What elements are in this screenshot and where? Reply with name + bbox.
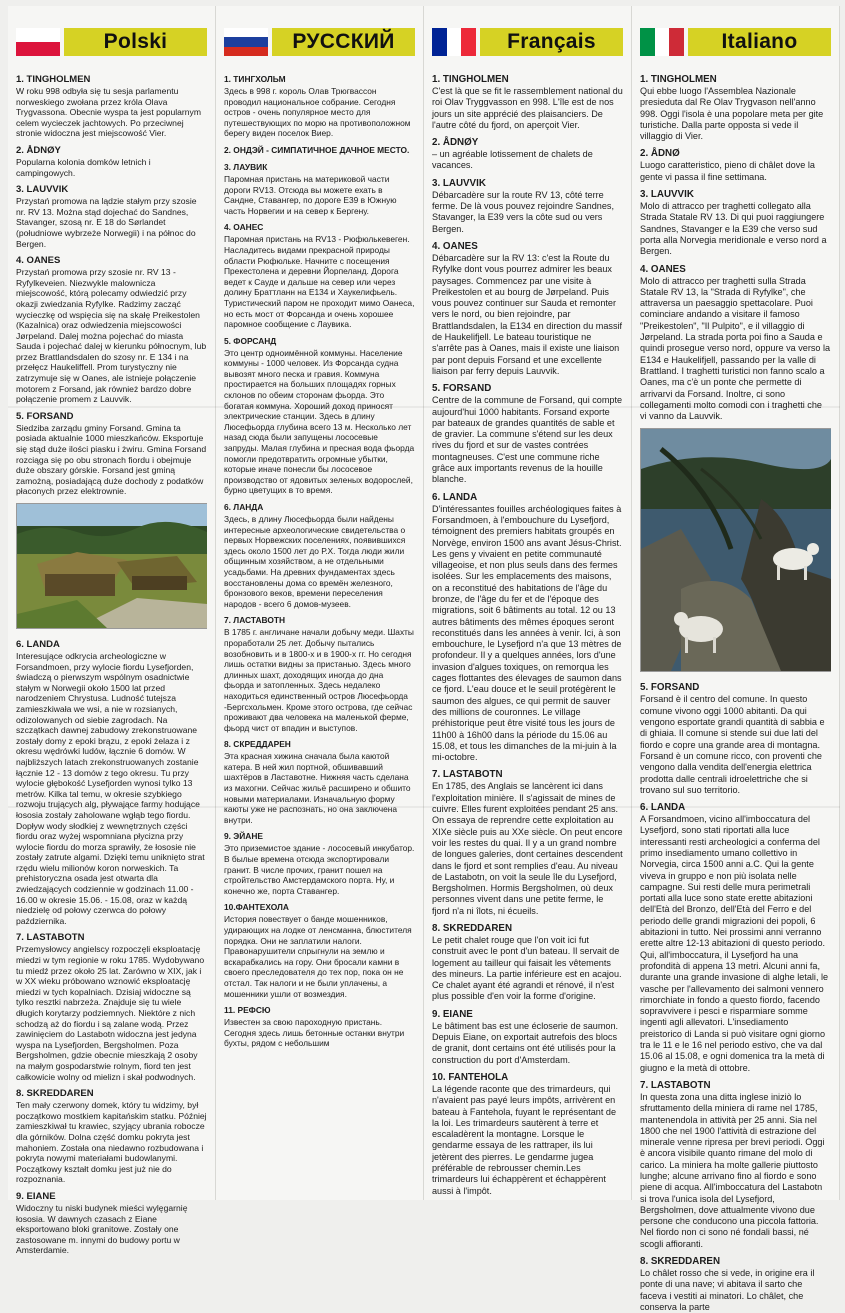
section-title: 2. ÅDNØ: [640, 148, 680, 160]
column-francais: [424, 6, 632, 1200]
section-title: 7. LASTABOTN: [16, 932, 85, 944]
language-title: Français: [480, 28, 623, 56]
section-title: 2. ОНДЭЙ - СИМПАТИЧНОЕ ДАЧНОЕ МЕСТО.: [224, 144, 410, 155]
section-title: 3. ЛАУВИК: [224, 161, 268, 172]
section-title: 5. FORSAND: [16, 410, 74, 422]
section: [640, 74, 831, 142]
section: [16, 932, 207, 1082]
section-title: 7. ЛАСТАВОТН: [224, 615, 286, 626]
section-title: 9. EIANE: [432, 1008, 473, 1020]
section-text: A Forsandmoen, vicino all'imboccatura del Lysefjord, sono stati riportati alla luce interessanti resti archeologici a conferma del primo insediamento umano collettivo in Norvegia, circa 1500 anni a.C. Qui la gente viveva in gruppo e non più isolata nelle campagne. Sui resti delle mura perimetrali portati alla luce sono state erette abitazioni dell'Età del Bronzo, dell'Età del Ferro e del periodo delle grandi migrazioni dei popoli, 6 abitazioni in tutto. Nei prossimi anni verranno erette altre 12-13 abitazioni di questo periodo. Qui, all'imboccatura, il Lysefjord ha una profondità di appena 13 metri. Alcuni anni fa, durante una grande invasione di alghe letali, le vasche per l'allevamento dei salmoni vennero rimorchiate in fondo a questo fiordo, facendo sopravvivere i pesci e risparmiare somme ingenti agli allevatori. L'insediamento preistorico di Landa si può visitare ogni giorno tra le 11 e le 16 nel periodo estivo, che va dal 15.06 al 15.08, e ogni domenica tra la metà di giugno e la metà di ottobre.: [640, 814, 829, 1073]
section-text: Siedziba zarządu gminy Forsand. Gmina ta posiada aktualnie 1000 mieszkańców. Eksportuje się stąd duże ilości piasku i żwiru. Gmina Forsand rozciąga się po obu stronach fiordu i obejmuje duże obszary górskie. Forsand jest gminą zamożną, posiadającą duże dochody z podatków płaconych przez elektrownie.: [16, 422, 207, 497]
column-polski: [8, 6, 216, 1256]
section-text: История повествует о банде мошенников, удирающих на лодке от ленсманна, блюстителя порядка. Они не заплатили налоги. Правонарушители спрыгнули на землю и вскарабкались на гору. Они бросали камни в своего преследователя до тех пор, пока он не отстал. Так налоги и не были уплачены, а мошенники ушли от возмездия.: [224, 914, 412, 999]
section-text: Luogo caratteristico, pieno di châlet dove la gente vi passa il fine settimana.: [640, 160, 815, 182]
paper-fold: [8, 806, 840, 808]
section-title: 6. LANDA: [432, 491, 478, 503]
section-text: Popularna kolonia domków letnich i campingowych.: [16, 156, 151, 178]
section-title: 8. СКРЕДДАРЕН: [224, 739, 291, 750]
section-title: 10. FANTEHOLA: [432, 1071, 509, 1083]
section: [224, 1005, 415, 1049]
section-title: 3. LAUVVIK: [432, 177, 486, 189]
column-russian: [216, 6, 424, 1200]
section: [432, 923, 623, 1003]
section-text: Паромная пристань на материковой части дороги RV13. Отсюда вы можете ехать в Сандне, Ставангер, по дороге E39 в Южную часть Норвегии и на север к Бергену.: [224, 173, 397, 216]
section-text: Débarcadère sur la RV 13: c'est la Route du Ryfylke dont vous pourrez admirer les beaux paysages. Commencez par une visite à Preikestolen et au bourg de Jørpeland. Puis vous pouvez continuer sur Sauda et remonter vers le nord, ou bien rejoindre, par Brattlandsdalen, la E134 en direction du massif de Haukelifjell. Le bateau touristique ne s'arrête pas à Oanes, mais il existe une liaison par pont depuis Forsand et une excellente liaison par ferry depuis Lauvvik.: [432, 252, 623, 376]
section-text: Przystań promowa na lądzie stałym przy szosie nr. RV 13. Można stąd dojechać do Sandnes, Stavanger, szosą nr. E 18 do Sørlandet (południowe wybrzeże Norwegii) i na północ do Bergen.: [16, 196, 197, 249]
section-title: 10.ФАНТЕХОЛА: [224, 902, 289, 913]
section-text: В 1785 г. англичане начали добычу меди. Шахты проработали 25 лет. Добычу пытались возобновить и в 1800-х и в 1900-х гг. Но сегодня лишь остатки видны за пристанью. Здесь много длинных шахт, доходящих иногда до дна фьорда и затопленных. Здесь недалеко находиться единственный остров Люсефьорда -Бергсхольмен. Кроме этого острова, где сейчас проживают два человека на маленькой ферме, фьорд чист от впадин и выступов.: [224, 627, 414, 733]
section-title: 5. FORSAND: [432, 383, 492, 395]
section-text: C'est là que se fit le rassemblement national du roi Olav Tryggvasson en 998. L'île est de nos jours un site apprécié des plaisanciers. De l'autre côté du fjord, on aperçoit Vier.: [432, 86, 623, 130]
section-text: Widoczny tu niski budynek mieści wylęgarnię łososia. W dawnych czasach z Eiane eksportowano bloki granitowe. Zostały one zastosowane m. innymi do budowy portu w Amsterdamie.: [16, 1202, 188, 1256]
section: [224, 831, 415, 896]
section-title: 1. TINGHOLMEN: [16, 74, 91, 85]
section-text: Débarcadère sur la route RV 13, côté terre ferme. De là vous pouvez rejoindre Sandnes, Stavanger, la E39 vers la côte sud ou vers Bergen.: [432, 189, 614, 234]
section: [432, 137, 623, 172]
language-header: [224, 28, 415, 56]
section: [432, 492, 623, 764]
section: [224, 74, 415, 139]
section: [640, 1080, 831, 1250]
section-title: 9. EIANE: [16, 1190, 56, 1202]
section-title: 1. TINGHOLMEN: [640, 74, 717, 85]
section-title: 6. LANDA: [640, 802, 686, 814]
section-title: 3. LAUVVIK: [640, 189, 694, 201]
section-text: Эта красная хижина сначала была каютой катера. В ней жил портной, обшивавший шахтёров в Ластавотне. Нижняя часть сделана из махогни. Сейчас жильё расширено и обшито новыми материалами. Изначальную форму каюты уже не распознать, но она заключена внутри.: [224, 751, 411, 825]
section-text: W roku 998 odbyła się tu sesja parlamentu norweskiego zwołana przez króla Olava Trygvassona. Obecnie wyspa ta jest popularnym celem wycieczek jachtowych. Po przeciwnej stronie widoczna jest miejscowość Vier.: [16, 86, 202, 139]
section: [640, 148, 831, 183]
section-title: 5. FORSAND: [640, 682, 700, 694]
section-text: Centre de la commune de Forsand, qui compte aujourd'hui 1000 habitants. Forsand exporte par bateaux de grandes quantités de sable et de gravier. La commune s'étend sur les deux rives du fjord et sur de vastes contrées montagneuses. C'est une commune riche grâce aux importants revenus de la houille blanche.: [432, 395, 623, 485]
section-text: Здесь, в длину Люсефьорда были найдены интересные археологические свидетельства о первых Норвежских поселениях, появившихся здесь около 1500 лет до Р.Х. Тогда люди жили общинным хозяйством, а не отдельными усадьбами. На древних фундаментах здесь восстановлены дома со времён железного, бронзового веков, времени переселения народов - всего 6 домов-музеев.: [224, 514, 406, 609]
section: [432, 178, 623, 235]
section-text: – un agréable lotissement de chalets de vacances.: [432, 149, 593, 171]
section-title: 8. SKREDDAREN: [16, 1088, 94, 1100]
section: [432, 1009, 623, 1066]
section: [640, 189, 831, 257]
section-title: 1. ТИНГХОЛЬМ: [224, 74, 286, 84]
section-text: Le petit chalet rouge que l'on voit ici fut construit avec le pont d'un bateau. Il servait de logement au tailleur qui faisait les vêtements des mineurs. La partie inférieure est en acajou. Ce chalet ayant été agrandi et rénové, il n'est plus possible d'en voir la forme d'origine.: [432, 935, 622, 1002]
section: [16, 639, 207, 926]
section-title: 2. ÅDNØY: [432, 137, 479, 149]
section-text: In questa zona una ditta inglese iniziò lo sfruttamento della miniera di rame nel 1785, mantenendola in attività per 25 anni. Sia nel 1800 che nel 1900 l'attività di estrazione del minerale venne ripresa per brevi periodi. Oggi è ancora visibile quanto rimane del molo di carico. La miniera ha molte gallerie piuttosto lunghe; alcune arrivano fino al fiordo e sono piene di acqua. All'imboccatura del Lastabotn si trova l'unica isola del Lysefjord, Bergsholmen, dove attualmente vivono due persone che conducono una piccola fattoria. Nel fiordo non ci sono né fondali bassi, né scogli affioranti.: [640, 1091, 825, 1249]
section-title: 6. LANDA: [16, 639, 60, 650]
section-text: Przystań promowa przy szosie nr. RV 13 - Ryfylkeveien. Niezwykle malownicza miejscowość, którą polecamy odwiedzić przy okazji zwiedzania Ryfylke. Radzimy zacząć wycieczkę od wspięcia się na skałę Preikestolen (Kazalnica) oraz odwiedzenia miejscowości Jørpeland. Dalej można pojechać do miasta Sauda i pojechać dalej w kierunku północnym, lub przez Brattlandsdalen do szosy nr. E 134 i na przełęcz Haukeliffell. Prom turystyczny nie zatrzymuje się w Oanes, ale istnieje połączenie motorem z Forsand, jak również bardzo dobre połączenie promem z Lauvvik.: [16, 267, 207, 405]
section: [432, 1072, 623, 1197]
section: [640, 682, 831, 796]
language-header: [16, 28, 207, 56]
section-title: 2. ÅDNØY: [16, 144, 61, 156]
section: [16, 74, 207, 139]
flag-poland-icon: [16, 28, 60, 56]
section: [16, 411, 207, 497]
section-title: 9. ЭЙАНЕ: [224, 831, 263, 842]
section: [432, 241, 623, 377]
section-title: 11. РЕФСЮ: [224, 1005, 271, 1016]
section-text: Przemysłowcy angielscy rozpoczęli eksploatację miedzi w tym regionie w roku 1785. Wydobywano tu miedź przez około 25 lat. Żarówno w XIX, jak i w XX wieku próbowano wznowić eksploatację miedzi w tych kopalniach. Dzisiaj widoczne są tylko resztki nabrzeża. Znajduje się tu wiele długich korytarzy podziemnych. Niektóre z nich schodzą aż do fiordu i są zalane wodą. Przez zawinięciem do Lastabotn widoczna jest jedyna wyspa na Lysefjorden, Bergsholmen. Poza Bergsholmen, gdzie obecnie mieszkają 2 osoby na małym gospodarstwie rolnym, fiord ten jest całkowicie wolny od mielizn i skał podwodnych.: [16, 944, 205, 1082]
section: [224, 615, 415, 733]
section-title: 7. LASTABOTN: [432, 769, 503, 781]
section-title: 6. ЛАНДА: [224, 502, 264, 512]
section: [224, 739, 415, 825]
section-text: Паромная пристань на RV13 - Рюфюлькевеген. Насладитесь видами прекрасной природы области Рюфюльке. Начните с посещения Прекестолена и деревни Йорпеланд. Дорога ведет к Сауде и дальше на север или через долину Браттланн на E134 и Хаукелифьель. Туристический паром не проходит мимо Оанеса, но есть мост от Форсанда и очень хорошее паромное сообщение с Лаувика.: [224, 234, 415, 330]
section: [640, 802, 831, 1074]
section: [224, 162, 415, 216]
paper-fold: [8, 406, 840, 408]
section-text: Здесь в 998 г. король Олав Трюгвассон проводил национальное собрание. Сегодня остров - очень популярное место для путешествующих по морю на противоположном берегу виден поселок Виер.: [224, 86, 411, 139]
section-text: Forsand è il centro del comune. In questo comune vivono oggi 1000 abitanti. Da qui vengono esportate grandi quantità di sabbia e di ghiaia. Il comune si stende sui due lati del fiordo e copre una grande area di montagna. Forsand è un comune ricco, con proventi che vengono dalla vendita dell'energia elettrica prodotta dalle centrali idroelettriche che si trovano sul suo territorio.: [640, 694, 825, 795]
section-text: Interesujące odkrycia archeologiczne w Forsandmoen, przy wylocie fiordu Lysefjorden, świadczą o pierwszym wspólnym osadnictwie stałym w Norwegii około 1500 lat przed narodzeniem Chrystusa. Ludność tutejsza zamieszkiwała we wsi, a nie w rozsianych, odizolowanych od siebie zagrodach. Na szczątkach dawnej zabudowy zrekonstruowane zostały domy z epoki brązu, z epoki żelaza i z okresu wędrówki ludów, łącznie 6 domów. W najbliższych latach zrekonstruowanych zostanie łącznie 12 - 13 domów z tego okresu. Tu przy wylocie głębokość Lysefjorden wynosi tylko 13 metrów. Kilka tal temu, w okresie szybkiego rozwoju trujących alg, pływające farmy hodujące łososia zostały zaholowane wgłąb tego fiordu. Dopływ wody słodkiej z wewnętrznych części fiordu oraz wyżej wspomniana płycizna przy wylocie fiordu do morza sprawiły, że łososie nie zostały zatrute algami. Dzięki temu uniknięto strat rzędu wielu milionów koron norweskich. Ta prehistoryczna osada jest otwarta dla zwiedzających codziennie w godzinach 11.00 - 16.00 w okresie 15.06. - 15.08, oraz w każdą niedzielę od połowy czerwca do połowy października.: [16, 651, 205, 926]
section: [640, 264, 831, 423]
section-title: 7. LASTABOTN: [640, 1079, 711, 1091]
language-title: Italiano: [688, 28, 831, 56]
section-title: 8. SKREDDAREN: [640, 1256, 721, 1268]
section-text: Molo di attracco per traghetti collegato alla Strada Statale RV 13. Di qui puoi raggiungere Sandnes, Stavanger e la E39 che verso sud porta alla Norvegia meridionale e verso nord a Bergen.: [640, 201, 827, 257]
section-text: D'intéressantes fouilles archéologiques faites à Forsandmoen, à l'embouchure du Lysefjord, témoignent des premiers habitats groupés en Norvège, environ 1500 ans avant Jésus-Christ. Les gens y vivaient en petite communauté villageoise, et non plus seuls dans des fermes isolées. Sur les emplacements des maisons, on a reconstitué des habitations de l'âge du bronze, de l'âge du fer et de l'époque des migrations, soit 6 bâtiments au total. 12 ou 13 autres bâtiments des mêmes époques seront reconstitués dans les années à venir. Ici, à son embouchure, le Lysefjord n'a que 13 mètres de profondeur. Il y a quelques années, lors d'une invasion d'algues toxiques, on remorqua les cages flottantes des élevages de saumon dans ce fjord. L'eau douce et le seuil protégèrent le saumon des algues, ce qui permit de sauver des millions de couronnes. Le village préhistorique peut être visité tous les jours de 11h00 à 16h00 dans la période du 15.06 au 15.08, et tous les dimanches de la mi-juin à la mi-octobre.: [432, 503, 622, 763]
section: [16, 145, 207, 178]
section: [224, 902, 415, 999]
section-title: 4. OANES: [640, 263, 686, 275]
section-title: 8. SKREDDAREN: [432, 923, 513, 934]
section-title: 5. ФОРСАНД: [224, 335, 277, 346]
flag-russia-icon: [224, 28, 268, 56]
section-text: Qui ebbe luogo l'Assemblea Nazionale presieduta dal Re Olav Trygvason nell'anno 998. Oggi l'isola è una popolare meta per gite turistiche. Dalla parte opposta si vede il villaggio di Vier.: [640, 86, 824, 142]
section: [224, 336, 415, 496]
section: [432, 74, 623, 131]
section-text: Ten mały czerwony domek, który tu widzimy, był początkowo mostkiem kapitańskim statku. Później zamieszkiwał tu krawiec, szyjący ubrania robocze dla górników. Dolna część domku pokryta jest mahoniem. Została ona niedawno rozbudowana i pokryta nowymi materiałami budowlanymi. Początkowy kształt domku jest już nie do rozpoznania.: [16, 1100, 207, 1185]
section: [16, 184, 207, 249]
section-text: La légende raconte que des trimardeurs, qui n'avaient pas payé leurs impôts, arrivèrent en bateau à Fantehola, fuyant le représentant de la loi. Les trimardeurs sautèrent à terre et escaladèrent la montagne. Lorsque le gendarme essaya de les rattraper, ils lui jetèrent des pierres. Le gendarme jugea préférable de rebrousser chemin.Les trimardeurs lui échappèrent et échappèrent aussi à l'impôt.: [432, 1083, 617, 1196]
section: [432, 769, 623, 917]
column-italiano: [632, 6, 840, 1312]
goats-photo: [640, 428, 831, 672]
language-title: Polski: [64, 28, 207, 56]
section: [16, 1088, 207, 1185]
section: [16, 255, 207, 405]
section-text: Известен за свою пароходную пристань. Сегодня здесь лишь бетонные останки внутри бухты, рядом с небольшим: [224, 1017, 405, 1049]
language-title: РУССКИЙ: [272, 28, 415, 56]
flag-italy-icon: [640, 28, 684, 56]
section-title: 4. ОАНЕС: [224, 222, 264, 233]
section-text: Это приземистое здание - лососевый инкубатор. В былые времена отсюда экспортировали гранит. В числе прочих, гранит пошел на стройтельство Амстердамского порта. Ну, и конечно же, порта Ставангер.: [224, 843, 415, 896]
section-text: Lo châlet rosso che si vede, in origine era il ponte di una nave; vi abitava il sarto che faceva i vestiti ai minatori. Lo châlet, che conserva la parte: [640, 1268, 815, 1312]
section: [16, 1191, 207, 1256]
section-text: Это центр одноимённой коммуны. Население коммуны - 1000 человек. Из Форсанда судна вывозят много песка и гравия. Коммуна простирается на больших площадях горных склонов по обеим сторонам фьорда. Это богатая коммуна. Хороший доход приносят электрические станции. Здесь в длину Люсефьорда глубина всего 13 м. Несколько лет назад сюда были запущены лососевые запруды. Малая глубина и пресная вода фьорда помогли предотвратить огромные убытки, которые иначе понесли бы лососевое производство от ядовитых зеленых водорослей, бурно цветущих в то время.: [224, 347, 415, 496]
language-header: [432, 28, 623, 56]
flag-france-icon: [432, 28, 476, 56]
section: [640, 1256, 831, 1313]
section-title: 4. OANES: [16, 255, 61, 267]
brochure-page: [8, 6, 840, 1312]
section-title: 3. LAUVVIK: [16, 184, 69, 196]
section-text: Molo di attracco per traghetti sulla Strada Statale RV 13, la "Strada di Ryfylke", che attraversa un paesaggio spettacolare. Puoi cominciare andando a visitare il famoso "Preikestolen", "Il Pulpito", e il villaggio di Jørpeland. La strada porta poi fino a Sauda e quindi prosegue verso nord, oppure va verso la E134 e Haukelifjell, passando per la valle di Brattland. I traghetti turistici non fanno scalo a Oanes, ma c'è un ponte che permette di arrivarvi da Forsand. Inoltre, ci sono collegamenti molto comodi con i traghetti che vi vanno da Lauvvik.: [640, 275, 831, 422]
section: [224, 145, 415, 156]
language-header: [640, 28, 831, 56]
section-title: 4. OANES: [432, 240, 478, 252]
section: [224, 222, 415, 329]
section: [432, 383, 623, 485]
section-text: Le bâtiment bas est une écloserie de saumon. Depuis Eiane, on exportait autrefois des blocs de granit, dont certains ont été utilisés pour la construction du port d'Amsterdam.: [432, 1020, 619, 1065]
section: [224, 502, 415, 609]
section-title: 1. TINGHOLMEN: [432, 74, 509, 85]
village-photo: [16, 503, 207, 629]
section-text: En 1785, des Anglais se lancèrent ici dans l'exploitation minière. Il s'agissait de mines de cuivre. Elles furent exploitées pendant 25 ans. On essaya de reprendre cette exploitation au XIXe siècle puis au XXe siècle. On peut encore voir les restes du quai. Il y a un grand nombre de longues galeries, dont certaines descendent dans le fjord et sont remplies d'eau. Au niveau de Lastabotn, on voit la seule île du Lysefjord, Bergsholmen. Hormis Bergsholmen, où deux personnes vivent dans une petite ferme, le fjord n'a ni îlots, ni écueils.: [432, 781, 623, 916]
